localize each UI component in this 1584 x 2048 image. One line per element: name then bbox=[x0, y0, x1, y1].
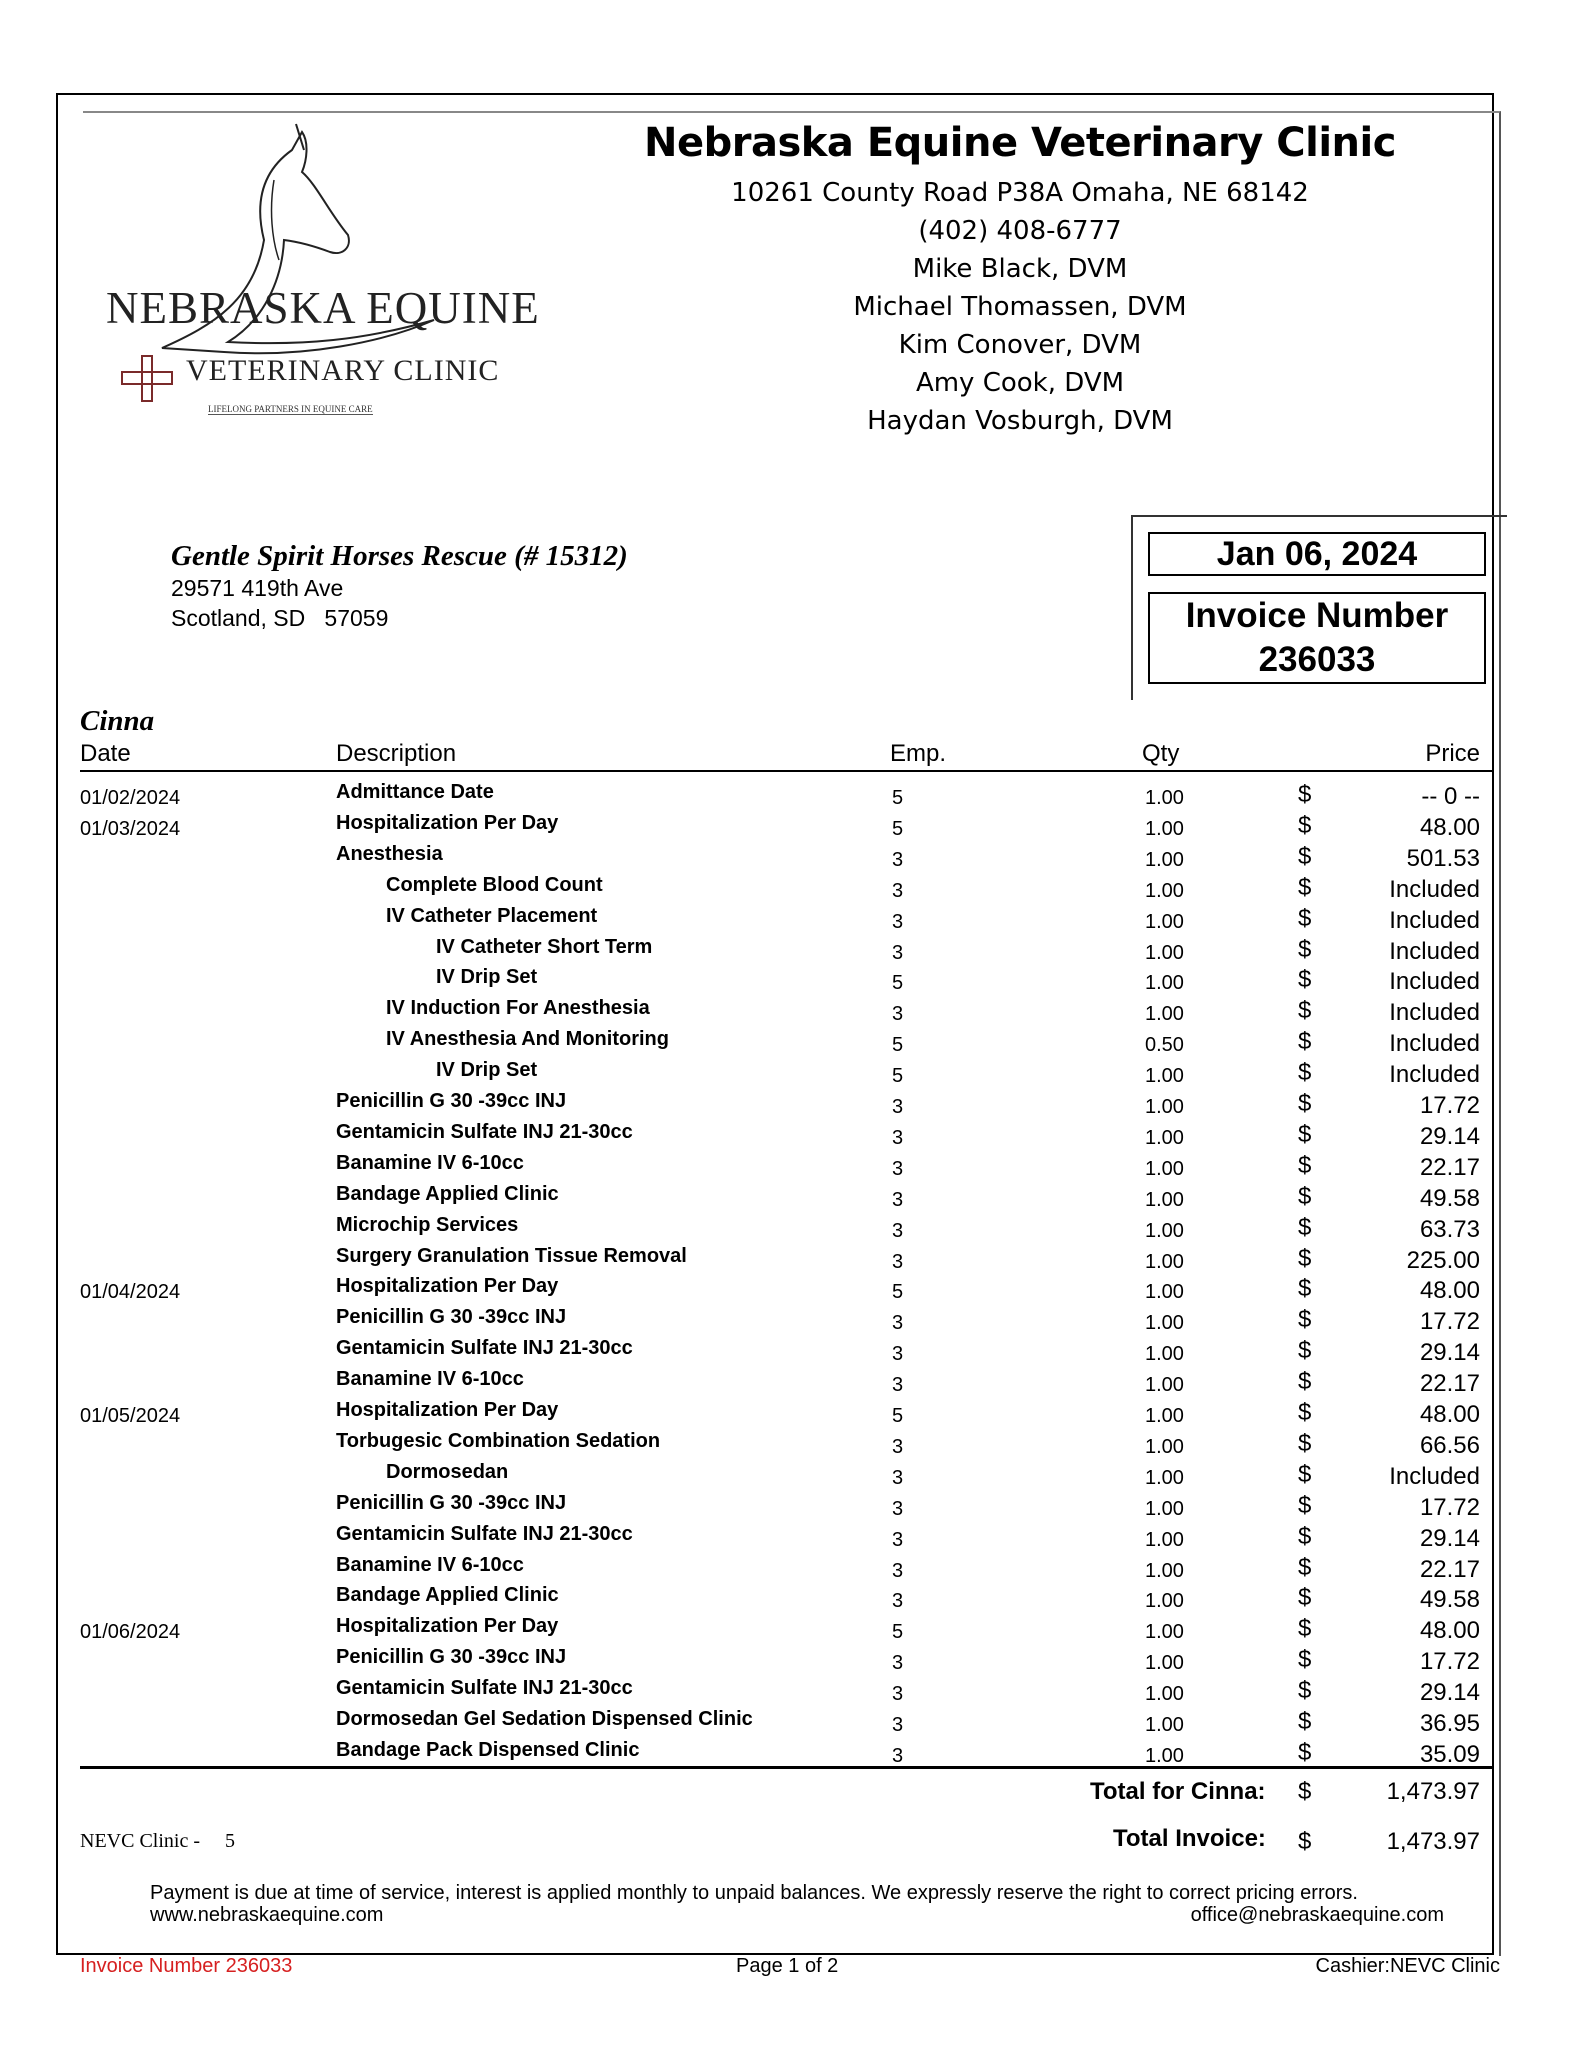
row-qty: 1.00 bbox=[1145, 879, 1184, 902]
row-date: 01/04/2024 bbox=[80, 1281, 181, 1304]
row-description: Hospitalization Per Day bbox=[336, 1399, 559, 1421]
row-description: Banamine IV 6-10cc bbox=[336, 1368, 524, 1391]
table-row bbox=[0, 1214, 1584, 1245]
row-qty: 1.00 bbox=[1145, 910, 1184, 933]
row-qty: 1.00 bbox=[1145, 1188, 1184, 1211]
row-emp: 5 bbox=[892, 787, 904, 809]
table-row bbox=[0, 1461, 1584, 1492]
row-qty: 1.00 bbox=[1145, 941, 1184, 964]
row-emp: 3 bbox=[892, 1559, 904, 1582]
clinic-header bbox=[620, 120, 1420, 440]
row-price: 29.14 bbox=[1419, 1679, 1480, 1707]
row-price: -- 0 -- bbox=[1421, 783, 1480, 810]
table-row bbox=[0, 1430, 1584, 1461]
dollar-sign: $ bbox=[1298, 1615, 1312, 1643]
row-emp: 3 bbox=[892, 1528, 904, 1551]
client-city: Scotland, SD 57059 bbox=[171, 605, 389, 631]
patient-total-label: Total for Cinna: bbox=[1090, 1778, 1266, 1805]
row-description: Anesthesia bbox=[336, 842, 443, 865]
row-price: 17.72 bbox=[1419, 1648, 1480, 1676]
row-emp: 3 bbox=[892, 1312, 904, 1335]
row-price: 22.17 bbox=[1419, 1370, 1480, 1398]
dollar-sign: $ bbox=[1298, 1028, 1312, 1056]
row-qty: 1.00 bbox=[1145, 1621, 1184, 1644]
row-description: Gentamicin Sulfate INJ 21-30cc bbox=[336, 1120, 633, 1143]
row-emp: 3 bbox=[892, 1652, 904, 1675]
row-description: Gentamicin Sulfate INJ 21-30cc bbox=[336, 1677, 633, 1700]
invoice-number-box bbox=[1148, 592, 1486, 684]
invoice-total-label: Total Invoice: bbox=[1113, 1825, 1266, 1852]
row-description: Bandage Applied Clinic bbox=[336, 1182, 559, 1205]
row-price: Included bbox=[1389, 937, 1480, 965]
invoice-number-label: Invoice Number bbox=[1185, 596, 1449, 635]
clinic-logo bbox=[104, 120, 540, 430]
dollar-sign: $ bbox=[1298, 1182, 1312, 1210]
row-qty: 1.00 bbox=[1145, 1744, 1184, 1767]
logo-tagline: LIFELONG PARTNERS IN EQUINE CARE bbox=[208, 404, 373, 414]
row-emp: 3 bbox=[892, 1466, 904, 1489]
row-emp: 5 bbox=[892, 817, 904, 840]
row-price: Included bbox=[1389, 875, 1480, 903]
table-row bbox=[0, 1615, 1584, 1646]
clinic-address: 10261 County Road P38A Omaha, NE 68142 bbox=[731, 178, 1309, 208]
row-price: Included bbox=[1389, 999, 1480, 1027]
row-price: 48.00 bbox=[1419, 1401, 1480, 1428]
row-emp: 3 bbox=[892, 1590, 904, 1613]
dollar-sign: $ bbox=[1298, 1429, 1312, 1457]
row-description: Penicillin G 30 -39cc INJ bbox=[336, 1646, 567, 1669]
row-emp: 5 bbox=[892, 1034, 904, 1057]
row-qty: 1.00 bbox=[1145, 1157, 1184, 1180]
row-description: Dormosedan Gel Sedation Dispensed Clinic bbox=[336, 1708, 753, 1730]
clinic-name: Nebraska Equine Veterinary Clinic bbox=[644, 120, 1396, 166]
dollar-sign: $ bbox=[1298, 1090, 1312, 1117]
row-description: Penicillin G 30 -39cc INJ bbox=[336, 1090, 567, 1112]
row-description: Bandage Applied Clinic bbox=[336, 1584, 559, 1607]
row-description: Banamine IV 6-10cc bbox=[336, 1553, 524, 1576]
table-row bbox=[0, 1245, 1584, 1276]
row-qty: 1.00 bbox=[1145, 1435, 1184, 1458]
table-row bbox=[0, 1121, 1584, 1152]
table-row bbox=[0, 1708, 1584, 1739]
table-row bbox=[0, 1646, 1584, 1677]
row-price: 66.56 bbox=[1419, 1431, 1480, 1459]
patient-total-value: 1,473.97 bbox=[1386, 1778, 1480, 1805]
row-date: 01/02/2024 bbox=[80, 787, 181, 809]
row-description: IV Anesthesia And Monitoring bbox=[386, 1028, 669, 1051]
client-street: 29571 419th Ave bbox=[171, 575, 344, 601]
dollar-sign: $ bbox=[1298, 1460, 1312, 1488]
row-price: 48.00 bbox=[1419, 813, 1480, 841]
doctor-name: Michael Thomassen, DVM bbox=[853, 292, 1187, 322]
column-header-qty: Qty bbox=[1142, 740, 1180, 767]
cross-icon bbox=[122, 356, 172, 401]
row-price: 29.14 bbox=[1419, 1339, 1480, 1367]
row-qty: 1.00 bbox=[1145, 848, 1184, 871]
row-emp: 3 bbox=[892, 1435, 904, 1458]
dollar-sign: $ bbox=[1298, 1522, 1312, 1550]
table-row bbox=[0, 1399, 1584, 1430]
table-row bbox=[0, 1492, 1584, 1523]
doctor-name: Amy Cook, DVM bbox=[915, 368, 1125, 398]
row-qty: 1.00 bbox=[1145, 1652, 1184, 1675]
row-qty: 1.00 bbox=[1145, 1714, 1184, 1736]
table-row bbox=[0, 1554, 1584, 1585]
row-price: 17.72 bbox=[1419, 1308, 1480, 1336]
row-price: 48.00 bbox=[1419, 1617, 1480, 1645]
row-date: 01/03/2024 bbox=[80, 817, 181, 840]
row-price: 29.14 bbox=[1419, 1524, 1480, 1552]
dollar-sign: $ bbox=[1298, 997, 1312, 1025]
row-date: 01/05/2024 bbox=[80, 1405, 181, 1427]
row-description: Hospitalization Per Day bbox=[336, 1615, 559, 1638]
dollar-sign: $ bbox=[1298, 1337, 1312, 1365]
row-qty: 1.00 bbox=[1145, 1497, 1184, 1520]
invoice-reference: Invoice Number 236033 bbox=[80, 1955, 293, 1977]
dollar-sign: $ bbox=[1298, 1306, 1312, 1334]
invoice-number: 236033 bbox=[1258, 640, 1376, 679]
row-price: 17.72 bbox=[1419, 1493, 1480, 1521]
dollar-sign: $ bbox=[1298, 1213, 1312, 1241]
totals-rule bbox=[80, 1766, 1494, 1769]
row-emp: 5 bbox=[892, 972, 904, 995]
row-emp: 3 bbox=[892, 879, 904, 902]
row-price: Included bbox=[1389, 968, 1480, 996]
dollar-sign: $ bbox=[1298, 1120, 1312, 1148]
clinic-phone: (402) 408-6777 bbox=[918, 216, 1122, 246]
row-description: Penicillin G 30 -39cc INJ bbox=[336, 1306, 567, 1329]
row-description: IV Catheter Placement bbox=[386, 904, 598, 927]
dollar-sign: $ bbox=[1298, 935, 1312, 963]
dollar-sign: $ bbox=[1298, 811, 1312, 839]
table-row bbox=[0, 1523, 1584, 1554]
table-row bbox=[0, 1368, 1584, 1399]
row-price: Included bbox=[1389, 1462, 1480, 1490]
row-price: 29.14 bbox=[1419, 1122, 1480, 1150]
row-price: 35.09 bbox=[1419, 1740, 1480, 1768]
row-qty: 1.00 bbox=[1145, 1528, 1184, 1551]
row-qty: 1.00 bbox=[1145, 1065, 1184, 1088]
row-price: 22.17 bbox=[1419, 1555, 1480, 1583]
row-description: Bandage Pack Dispensed Clinic bbox=[336, 1738, 640, 1761]
header-rule bbox=[80, 770, 1494, 772]
dollar-sign: $ bbox=[1298, 966, 1312, 994]
table-row bbox=[0, 1152, 1584, 1183]
row-description: Torbugesic Combination Sedation bbox=[336, 1429, 661, 1452]
dollar-sign: $ bbox=[1298, 842, 1312, 870]
row-qty: 1.00 bbox=[1145, 1219, 1184, 1242]
doctor-name: Haydan Vosburgh, DVM bbox=[867, 406, 1173, 436]
dollar-sign: $ bbox=[1298, 1059, 1312, 1087]
table-row bbox=[0, 997, 1584, 1028]
payment-note: Payment is due at time of service, interest is applied monthly to unpaid balances. We expressly reserve the right to correct pricing errors. bbox=[150, 1882, 1358, 1904]
row-qty: 1.00 bbox=[1145, 1559, 1184, 1582]
table-row bbox=[0, 812, 1584, 843]
row-description: Hospitalization Per Day bbox=[336, 811, 559, 834]
email-link[interactable]: office@nebraskaequine.com bbox=[1190, 1904, 1444, 1926]
row-emp: 5 bbox=[892, 1065, 904, 1088]
row-emp: 3 bbox=[892, 1374, 904, 1397]
column-header-emp: Emp. bbox=[890, 740, 947, 767]
row-emp: 5 bbox=[892, 1405, 904, 1427]
column-header-date: Date bbox=[80, 740, 131, 767]
row-price: 501.53 bbox=[1406, 844, 1480, 872]
row-emp: 3 bbox=[892, 1250, 904, 1273]
table-row bbox=[0, 1183, 1584, 1214]
page-number: Page 1 of 2 bbox=[736, 1955, 839, 1977]
table-row bbox=[0, 1275, 1584, 1306]
row-description: Penicillin G 30 -39cc INJ bbox=[336, 1491, 567, 1514]
row-emp: 3 bbox=[892, 1003, 904, 1026]
row-qty: 1.00 bbox=[1145, 817, 1184, 840]
row-emp: 3 bbox=[892, 910, 904, 933]
row-qty: 0.50 bbox=[1145, 1034, 1184, 1057]
table-row bbox=[0, 1028, 1584, 1059]
column-header-price: Price bbox=[1425, 740, 1480, 767]
row-emp: 3 bbox=[892, 1096, 904, 1118]
row-price: 49.58 bbox=[1419, 1586, 1480, 1614]
nevc-note: NEVC Clinic - 5 bbox=[80, 1830, 235, 1852]
row-emp: 3 bbox=[892, 1744, 904, 1767]
dollar-sign: $ bbox=[1298, 1738, 1312, 1766]
doctor-name: Kim Conover, DVM bbox=[898, 330, 1142, 360]
row-qty: 1.00 bbox=[1145, 1281, 1184, 1304]
dollar-sign: $ bbox=[1298, 1368, 1312, 1396]
table-row bbox=[0, 1306, 1584, 1337]
table-row bbox=[0, 843, 1584, 874]
dollar-sign: $ bbox=[1298, 1708, 1312, 1735]
row-description: IV Drip Set bbox=[436, 966, 538, 989]
client-address-block bbox=[171, 540, 628, 633]
row-description: IV Catheter Short Term bbox=[436, 935, 653, 958]
row-description: Complete Blood Count bbox=[386, 873, 603, 896]
table-row bbox=[0, 905, 1584, 936]
row-description: IV Drip Set bbox=[436, 1059, 538, 1082]
row-qty: 1.00 bbox=[1145, 1374, 1184, 1397]
table-row bbox=[0, 1090, 1584, 1121]
row-emp: 3 bbox=[892, 1714, 904, 1736]
row-price: 48.00 bbox=[1419, 1277, 1480, 1305]
row-price: 17.72 bbox=[1419, 1092, 1480, 1119]
row-qty: 1.00 bbox=[1145, 787, 1184, 809]
row-emp: 3 bbox=[892, 1219, 904, 1242]
row-emp: 3 bbox=[892, 848, 904, 871]
row-qty: 1.00 bbox=[1145, 1250, 1184, 1273]
table-row bbox=[0, 1677, 1584, 1708]
row-qty: 1.00 bbox=[1145, 1312, 1184, 1335]
dollar-sign: $ bbox=[1298, 904, 1312, 932]
invoice-date: Jan 06, 2024 bbox=[1148, 532, 1486, 576]
row-date: 01/06/2024 bbox=[80, 1621, 181, 1644]
website-link[interactable]: www.nebraskaequine.com bbox=[150, 1904, 384, 1926]
row-description: Hospitalization Per Day bbox=[336, 1275, 559, 1298]
dollar-sign: $ bbox=[1298, 1244, 1312, 1272]
row-qty: 1.00 bbox=[1145, 1126, 1184, 1149]
dollar-sign: $ bbox=[1298, 781, 1312, 808]
row-description: Admittance Date bbox=[336, 781, 494, 803]
row-description: Dormosedan bbox=[386, 1460, 509, 1483]
row-description: Gentamicin Sulfate INJ 21-30cc bbox=[336, 1522, 633, 1545]
dollar-sign: $ bbox=[1298, 1275, 1312, 1303]
invoice-total-value: 1,473.97 bbox=[1386, 1828, 1480, 1855]
row-qty: 1.00 bbox=[1145, 1466, 1184, 1489]
patient-name: Cinna bbox=[80, 705, 155, 737]
dollar-sign: $ bbox=[1298, 1491, 1312, 1519]
dollar-sign: $ bbox=[1298, 1677, 1312, 1705]
row-emp: 3 bbox=[892, 941, 904, 964]
row-qty: 1.00 bbox=[1145, 1405, 1184, 1427]
client-name: Gentle Spirit Horses Rescue (# 15312) bbox=[171, 540, 628, 572]
table-row bbox=[0, 1059, 1584, 1090]
row-price: Included bbox=[1389, 1061, 1480, 1089]
row-emp: 3 bbox=[892, 1188, 904, 1211]
dollar-sign: $ bbox=[1298, 1778, 1312, 1805]
dollar-sign: $ bbox=[1298, 873, 1312, 901]
logo-line2: VETERINARY CLINIC bbox=[186, 354, 500, 387]
logo-line1: NEBRASKA EQUINE bbox=[106, 283, 540, 333]
row-price: 36.95 bbox=[1419, 1710, 1480, 1737]
dollar-sign: $ bbox=[1298, 1553, 1312, 1581]
row-emp: 5 bbox=[892, 1281, 904, 1304]
dollar-sign: $ bbox=[1298, 1151, 1312, 1179]
row-price: Included bbox=[1389, 1030, 1480, 1058]
row-emp: 3 bbox=[892, 1343, 904, 1366]
row-description: Banamine IV 6-10cc bbox=[336, 1151, 524, 1174]
row-qty: 1.00 bbox=[1145, 1590, 1184, 1613]
row-emp: 3 bbox=[892, 1683, 904, 1706]
row-emp: 3 bbox=[892, 1497, 904, 1520]
dollar-sign: $ bbox=[1298, 1828, 1312, 1855]
table-row bbox=[0, 936, 1584, 967]
column-header-description: Description bbox=[336, 740, 457, 767]
doctor-name: Mike Black, DVM bbox=[912, 254, 1128, 284]
row-qty: 1.00 bbox=[1145, 1003, 1184, 1026]
row-description: Microchip Services bbox=[336, 1213, 519, 1236]
row-price: Included bbox=[1389, 906, 1480, 934]
row-description: Gentamicin Sulfate INJ 21-30cc bbox=[336, 1337, 633, 1360]
row-qty: 1.00 bbox=[1145, 1683, 1184, 1706]
row-description: IV Induction For Anesthesia bbox=[386, 997, 650, 1020]
table-row bbox=[0, 966, 1584, 997]
row-qty: 1.00 bbox=[1145, 1343, 1184, 1366]
row-qty: 1.00 bbox=[1145, 1096, 1184, 1118]
dollar-sign: $ bbox=[1298, 1399, 1312, 1426]
table-row bbox=[0, 1584, 1584, 1615]
dollar-sign: $ bbox=[1298, 1646, 1312, 1674]
dollar-sign: $ bbox=[1298, 1584, 1312, 1612]
table-row bbox=[0, 874, 1584, 905]
cashier: Cashier:NEVC Clinic bbox=[1315, 1955, 1500, 1977]
row-description: Surgery Granulation Tissue Removal bbox=[336, 1244, 687, 1267]
row-emp: 3 bbox=[892, 1126, 904, 1149]
row-emp: 3 bbox=[892, 1157, 904, 1180]
row-price: 22.17 bbox=[1419, 1153, 1480, 1181]
table-row bbox=[0, 1337, 1584, 1368]
row-emp: 5 bbox=[892, 1621, 904, 1644]
row-price: 49.58 bbox=[1419, 1184, 1480, 1212]
row-price: 225.00 bbox=[1406, 1246, 1480, 1274]
table-row bbox=[0, 781, 1584, 812]
row-price: 63.73 bbox=[1419, 1215, 1480, 1243]
row-qty: 1.00 bbox=[1145, 972, 1184, 995]
